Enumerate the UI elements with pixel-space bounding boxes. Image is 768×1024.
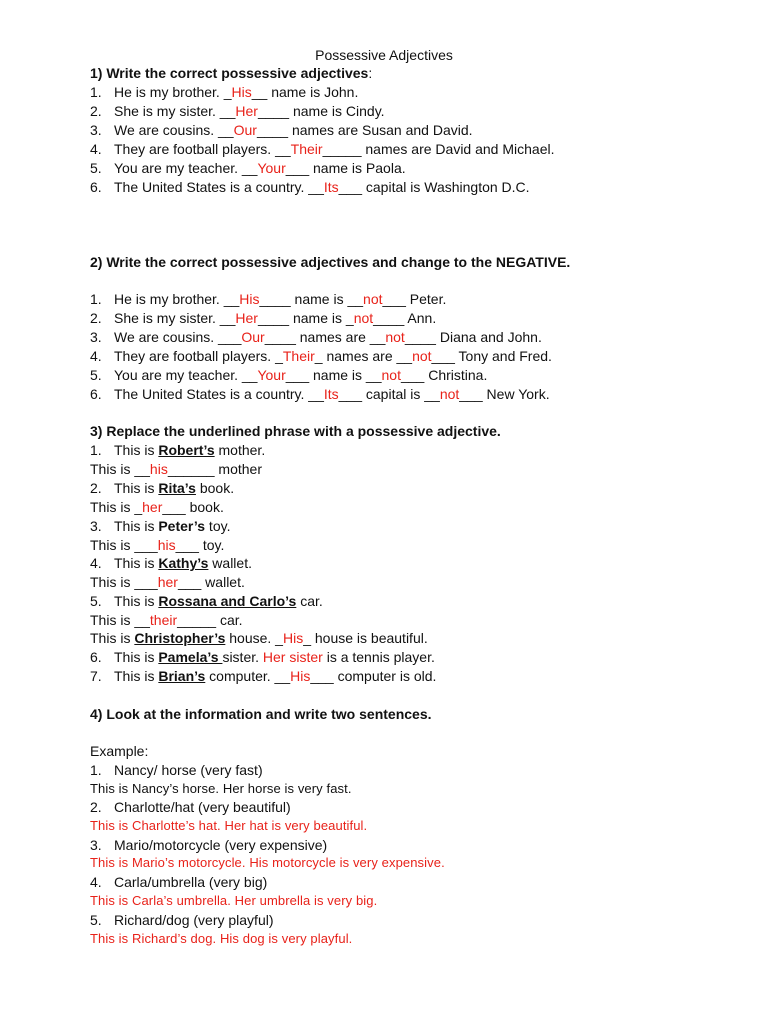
s3-answer-line: This is __his______ mother	[90, 461, 263, 477]
section-1-heading: 1) Write the correct possessive adjectives:	[90, 65, 373, 81]
s3-answer-line: This is ___her___ wallet.	[90, 574, 245, 590]
section-2-heading: 2) Write the correct possessive adjectives and change to the NEGATIVE.	[90, 254, 571, 270]
section-3-heading: 3) Replace the underlined phrase with a possessive adjective.	[90, 423, 501, 439]
s3-line: 6. This is Pamela’s sister. Her sister is a tennis player.	[90, 649, 435, 665]
s3-line: 4. This is Kathy’s wallet.	[90, 555, 252, 571]
s4-prompt: 3. Mario/motorcycle (very expensive)	[90, 837, 328, 853]
s4-prompt: 5. Richard/dog (very playful)	[90, 912, 274, 928]
s2-item: 5. You are my teacher. __Your___ name is __not___ Christina.	[90, 367, 488, 383]
s4-prompt: 4. Carla/umbrella (very big)	[90, 874, 268, 890]
s2-item: 1. He is my brother. __His____ name is __not___ Peter.	[90, 291, 447, 307]
s3-line: 1. This is Robert’s mother.	[90, 442, 266, 458]
s3-answer-line: This is __their_____ car.	[90, 612, 243, 628]
s3-line: 2. This is Rita’s book.	[90, 480, 235, 496]
s3-line: 3. This is Peter’s toy.	[90, 518, 231, 534]
s4-answer: This is Carla’s umbrella. Her umbrella is very big.	[90, 893, 378, 908]
s2-item: 4. They are football players. _Their_ names are __not___ Tony and Fred.	[90, 348, 552, 364]
s4-answer: This is Mario’s motorcycle. His motorcycle is very expensive.	[90, 855, 445, 870]
s1-item: 5. You are my teacher. __Your___ name is Paola.	[90, 160, 406, 176]
s1-item: 4. They are football players. __Their_____ names are David and Michael.	[90, 141, 555, 157]
s2-item: 3. We are cousins. ___Our____ names are __not____ Diana and John.	[90, 329, 542, 345]
s3-answer-line: This is ___his___ toy.	[90, 537, 225, 553]
s1-item: 1. He is my brother. _His__ name is John.	[90, 84, 359, 100]
s3-line: This is Christopher’s house. _His_ house is beautiful.	[90, 630, 428, 646]
s4-answer: This is Charlotte’s hat. Her hat is very beautiful.	[90, 818, 368, 833]
s2-item: 6. The United States is a country. __Its___ capital is __not___ New York.	[90, 386, 550, 402]
s4-prompt: 2. Charlotte/hat (very beautiful)	[90, 799, 291, 815]
s3-answer-line: This is _her___ book.	[90, 499, 224, 515]
example-label: Example:	[90, 743, 149, 759]
s1-item: 6. The United States is a country. __Its___ capital is Washington D.C.	[90, 179, 530, 195]
s4-prompt: 1. Nancy/ horse (very fast)	[90, 762, 263, 778]
s3-line: 7. This is Brian’s computer. __His___ computer is old.	[90, 668, 437, 684]
s2-item: 2. She is my sister. __Her____ name is _not____ Ann.	[90, 310, 437, 326]
s1-item: 2. She is my sister. __Her____ name is Cindy.	[90, 103, 385, 119]
s4-answer: This is Richard’s dog. His dog is very playful.	[90, 931, 353, 946]
page-title: Possessive Adjectives	[315, 47, 453, 63]
section-4-heading: 4) Look at the information and write two sentences.	[90, 706, 432, 722]
s4-answer: This is Nancy’s horse. Her horse is very fast.	[90, 781, 352, 796]
s1-item: 3. We are cousins. __Our____ names are Susan and David.	[90, 122, 473, 138]
s3-line: 5. This is Rossana and Carlo’s car.	[90, 593, 323, 609]
